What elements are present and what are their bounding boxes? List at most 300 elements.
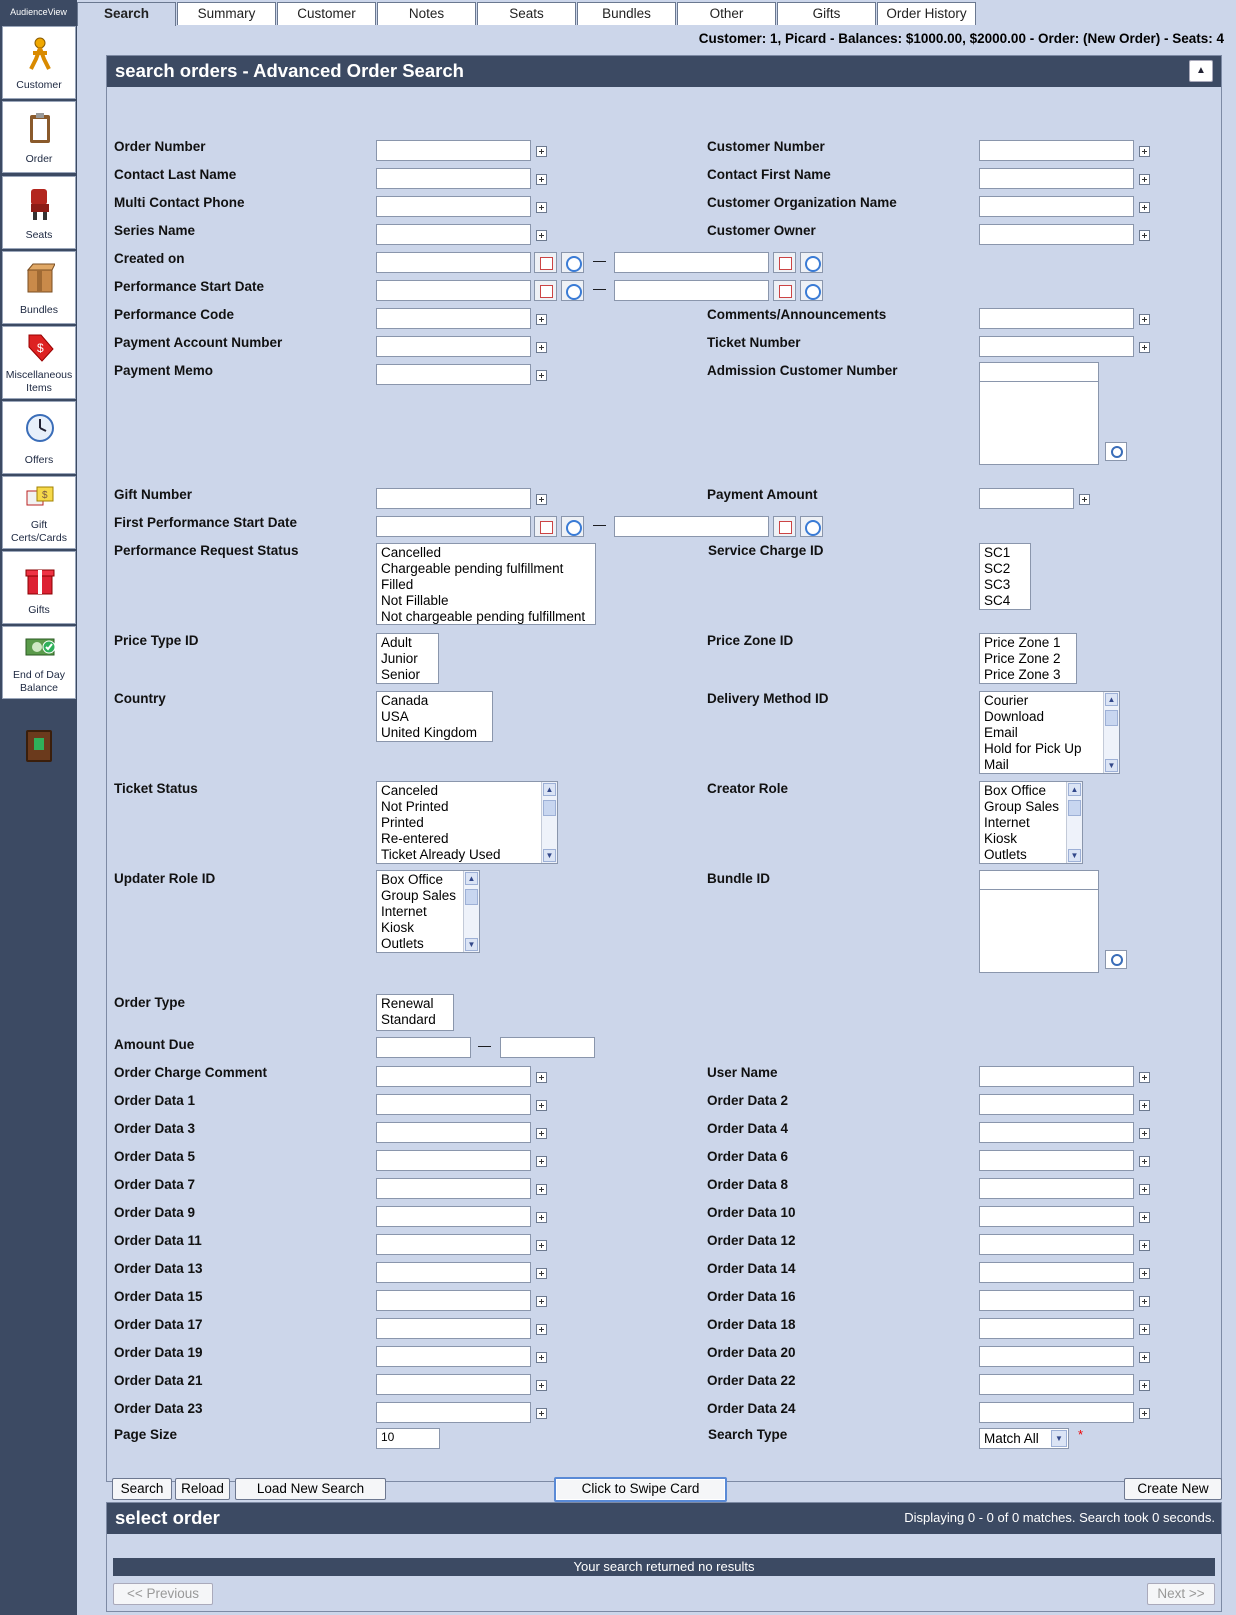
sidebar-item-gifts[interactable]	[2, 551, 76, 624]
order-data-13-input[interactable]	[376, 1262, 531, 1283]
tab-seats[interactable]: Seats	[477, 2, 576, 25]
scrollbar[interactable]	[1103, 692, 1119, 773]
scroll-up-icon[interactable]: ▲	[543, 783, 556, 796]
clock-icon[interactable]	[561, 252, 584, 273]
performance-code-input[interactable]	[376, 308, 531, 329]
list-item[interactable]: Standard	[381, 1012, 436, 1027]
chevron-down-icon[interactable]: ▼	[1051, 1430, 1067, 1447]
order-data-22-input[interactable]	[979, 1374, 1134, 1395]
list-item[interactable]: Mail	[984, 757, 1009, 772]
clock-icon[interactable]	[561, 516, 584, 537]
order-charge-comment-expand-icon[interactable]	[536, 1072, 547, 1083]
tab-bundles[interactable]: Bundles	[577, 2, 676, 25]
order-data-11-input[interactable]	[376, 1234, 531, 1255]
order-data-19-expand-icon[interactable]	[536, 1352, 547, 1363]
list-item[interactable]: Internet	[984, 815, 1030, 830]
search-type-value: Match All	[984, 1431, 1039, 1446]
page-size-input[interactable]: 10	[376, 1428, 440, 1449]
contact-last-name-input[interactable]	[376, 168, 531, 189]
search-panel-header	[107, 56, 1221, 87]
order-data-22-expand-icon[interactable]	[1139, 1380, 1150, 1391]
series-name-label: Series Name	[114, 223, 196, 238]
order-data-12-input[interactable]	[979, 1234, 1134, 1255]
order-data-5-label: Order Data 5	[114, 1149, 196, 1164]
order-data-9-input[interactable]	[376, 1206, 531, 1227]
scrollbar[interactable]	[1066, 782, 1082, 863]
range-dash: —	[593, 281, 606, 296]
order-data-1-input[interactable]	[376, 1094, 531, 1115]
order-data-7-input[interactable]	[376, 1178, 531, 1199]
tab-search[interactable]: Search	[77, 2, 176, 26]
list-item[interactable]: Kiosk	[984, 831, 1018, 846]
list-item[interactable]: United Kingdom	[381, 725, 478, 740]
calendar-icon[interactable]	[534, 280, 557, 301]
sidebar-item-gift-certs-cards[interactable]	[2, 476, 76, 549]
order-data-21-input[interactable]	[376, 1374, 531, 1395]
scroll-up-icon[interactable]: ▲	[465, 872, 478, 885]
order-data-11-expand-icon[interactable]	[536, 1240, 547, 1251]
order-data-18-label: Order Data 18	[707, 1317, 796, 1332]
gift-number-expand-icon[interactable]	[536, 494, 547, 505]
order-data-6-label: Order Data 6	[707, 1149, 789, 1164]
order-type-list[interactable]	[376, 994, 454, 1031]
list-item[interactable]: SC4	[984, 593, 1011, 608]
multi-contact-phone-input[interactable]	[376, 196, 531, 217]
delivery-method-id-list[interactable]	[979, 691, 1120, 774]
order-data-16-label: Order Data 16	[707, 1289, 796, 1304]
order-data-8-label: Order Data 8	[707, 1177, 789, 1192]
order-data-15-expand-icon[interactable]	[536, 1296, 547, 1307]
tab-summary[interactable]: Summary	[177, 2, 276, 25]
comments-announcements-expand-icon[interactable]	[1139, 314, 1150, 325]
gift-number-input[interactable]	[376, 488, 531, 509]
scrollbar[interactable]	[541, 782, 557, 863]
order-data-2-input[interactable]	[979, 1094, 1134, 1115]
scroll-thumb[interactable]	[543, 800, 556, 816]
bundle-id-list[interactable]	[979, 889, 1099, 973]
list-item[interactable]: Outlets	[984, 847, 1027, 862]
search-button[interactable]: Search	[112, 1478, 172, 1500]
seat-icon	[25, 187, 55, 221]
order-data-22-label: Order Data 22	[707, 1373, 796, 1388]
user-name-expand-icon[interactable]	[1139, 1072, 1150, 1083]
collapse-icon[interactable]: ▲	[1189, 60, 1213, 82]
box-icon	[25, 262, 55, 296]
panel-title: search orders - Advanced Order Search	[115, 60, 464, 81]
sidebar-item-label: Customer	[16, 79, 62, 91]
calendar-icon[interactable]	[534, 516, 557, 537]
order-data-7-expand-icon[interactable]	[536, 1184, 547, 1195]
contact-first-name-input[interactable]	[979, 168, 1134, 189]
order-data-24-input[interactable]	[979, 1402, 1134, 1423]
first-performance-start-date-to-input[interactable]	[614, 516, 769, 537]
clock-icon[interactable]	[800, 252, 823, 273]
order-data-13-label: Order Data 13	[114, 1261, 203, 1276]
order-data-14-expand-icon[interactable]	[1139, 1268, 1150, 1279]
scroll-down-icon[interactable]: ▼	[465, 938, 478, 951]
scroll-down-icon[interactable]: ▼	[1068, 849, 1081, 862]
comments-announcements-label: Comments/Announcements	[707, 307, 887, 322]
scroll-thumb[interactable]	[1105, 710, 1118, 726]
created-on-from-input[interactable]	[376, 252, 531, 273]
sidebar-item-miscellaneous-items[interactable]	[2, 326, 76, 399]
order-data-23-label: Order Data 23	[114, 1401, 203, 1416]
ticket-status-label: Ticket Status	[114, 781, 198, 796]
customer-organization-name-expand-icon[interactable]	[1139, 202, 1150, 213]
updater-role-id-label: Updater Role ID	[114, 871, 216, 886]
sidebar-item-label: Miscellaneous Items	[5, 369, 73, 394]
reload-button[interactable]: Reload	[175, 1478, 230, 1500]
sidebar-item-label: Gift Certs/Cards	[10, 519, 67, 544]
calendar-icon[interactable]	[773, 252, 796, 273]
order-data-2-expand-icon[interactable]	[1139, 1100, 1150, 1111]
order-data-8-input[interactable]	[979, 1178, 1134, 1199]
select-order-header	[107, 1503, 1221, 1534]
list-item[interactable]: Group Sales	[381, 888, 457, 903]
list-item[interactable]: Download	[984, 709, 1045, 724]
scroll-down-icon[interactable]: ▼	[543, 849, 556, 862]
load-new-search-button[interactable]: Load New Search	[235, 1478, 386, 1500]
order-data-14-label: Order Data 14	[707, 1261, 796, 1276]
no-results-bar: Your search returned no results	[113, 1558, 1215, 1576]
sidebar-item-label: Order	[25, 153, 53, 165]
order-type-label: Order Type	[114, 995, 186, 1010]
order-data-14-input[interactable]	[979, 1262, 1134, 1283]
scroll-up-icon[interactable]: ▲	[1068, 783, 1081, 796]
list-item[interactable]: Box Office	[984, 783, 1047, 798]
svg-text:$: $	[42, 490, 48, 501]
list-item[interactable]: Printed	[381, 815, 424, 830]
list-item[interactable]: Box Office	[381, 872, 444, 887]
list-item[interactable]: Canceled	[381, 783, 439, 798]
order-data-17-label: Order Data 17	[114, 1317, 203, 1332]
order-data-4-input[interactable]	[979, 1122, 1134, 1143]
brand-logo: AudienceView	[10, 7, 67, 17]
scroll-up-icon[interactable]: ▲	[1105, 693, 1118, 706]
order-number-expand-icon[interactable]	[536, 146, 547, 157]
ticket-number-expand-icon[interactable]	[1139, 342, 1150, 353]
bundle-id-label: Bundle ID	[707, 871, 770, 886]
calendar-icon[interactable]	[773, 280, 796, 301]
order-data-24-expand-icon[interactable]	[1139, 1408, 1150, 1419]
order-data-21-expand-icon[interactable]	[536, 1380, 547, 1391]
order-data-2-label: Order Data 2	[707, 1093, 789, 1108]
list-item[interactable]: Outlets	[381, 936, 424, 951]
first-performance-start-date-label: First Performance Start Date	[114, 515, 298, 530]
list-item[interactable]: Email	[984, 725, 1018, 740]
create-new-button[interactable]: Create New	[1124, 1478, 1222, 1500]
customer-owner-input[interactable]	[979, 224, 1134, 245]
order-data-18-input[interactable]	[979, 1318, 1134, 1339]
order-number-label: Order Number	[114, 139, 206, 154]
customer-owner-label: Customer Owner	[707, 223, 816, 238]
admission-customer-number-input[interactable]	[979, 362, 1099, 382]
sidebar-item-customer[interactable]	[2, 26, 76, 99]
sidebar-item-offers[interactable]	[2, 401, 76, 474]
list-item[interactable]: Chargeable pending fulfillment	[381, 561, 564, 576]
order-data-23-input[interactable]	[376, 1402, 531, 1423]
service-charge-id-label: Service Charge ID	[708, 543, 824, 558]
price-zone-id-label: Price Zone ID	[707, 633, 794, 648]
page-size-label: Page Size	[114, 1427, 178, 1442]
list-item[interactable]: Price Zone 3	[984, 667, 1061, 682]
order-data-4-expand-icon[interactable]	[1139, 1128, 1150, 1139]
payment-amount-input[interactable]	[979, 488, 1074, 509]
tab-customer[interactable]: Customer	[277, 2, 376, 25]
ticket-number-input[interactable]	[979, 336, 1134, 357]
order-data-9-expand-icon[interactable]	[536, 1212, 547, 1223]
order-data-20-label: Order Data 20	[707, 1345, 796, 1360]
series-name-expand-icon[interactable]	[536, 230, 547, 241]
payment-account-number-expand-icon[interactable]	[536, 342, 547, 353]
scrollbar[interactable]	[463, 871, 479, 952]
payment-account-number-input[interactable]	[376, 336, 531, 357]
list-item[interactable]: Renewal	[381, 996, 434, 1011]
clipboard-icon	[25, 112, 55, 146]
list-item[interactable]: USA	[381, 709, 409, 724]
tab-notes[interactable]: Notes	[377, 2, 476, 25]
contact-last-name-label: Contact Last Name	[114, 167, 237, 182]
range-dash: —	[593, 517, 606, 532]
next-button[interactable]: Next >>	[1147, 1583, 1215, 1605]
customer-info: Customer: 1, Picard - Balances: $1000.00, $2000.00 - Order: (New Order) - Seats: 4	[698, 31, 1224, 46]
scroll-thumb[interactable]	[1068, 800, 1081, 816]
order-data-15-label: Order Data 15	[114, 1289, 203, 1304]
list-item[interactable]: Not Fillable	[381, 593, 449, 608]
gift-card-icon	[25, 481, 55, 515]
list-item[interactable]: Cancelled	[381, 545, 442, 560]
creator-role-label: Creator Role	[707, 781, 789, 796]
performance-request-status-label: Performance Request Status	[114, 543, 299, 558]
scroll-thumb[interactable]	[465, 889, 478, 905]
order-data-12-label: Order Data 12	[707, 1233, 796, 1248]
customer-number-label: Customer Number	[707, 139, 825, 154]
order-data-8-expand-icon[interactable]	[1139, 1184, 1150, 1195]
swipe-card-button[interactable]: Click to Swipe Card	[554, 1477, 727, 1502]
amount-due-label: Amount Due	[114, 1037, 195, 1052]
created-on-label: Created on	[114, 251, 185, 266]
exit-door-icon[interactable]	[26, 730, 52, 762]
sidebar-item-label: Gifts	[28, 604, 50, 616]
payment-amount-expand-icon[interactable]	[1079, 494, 1090, 505]
order-data-24-label: Order Data 24	[707, 1401, 796, 1416]
list-item[interactable]: Senior	[381, 667, 421, 682]
performance-code-expand-icon[interactable]	[536, 314, 547, 325]
order-data-20-input[interactable]	[979, 1346, 1134, 1367]
order-data-4-label: Order Data 4	[707, 1121, 789, 1136]
country-list[interactable]	[376, 691, 493, 742]
list-item[interactable]: Filled	[381, 577, 414, 592]
admission-customer-number-label: Admission Customer Number	[707, 363, 898, 378]
list-item[interactable]: Courier	[984, 693, 1029, 708]
order-data-6-input[interactable]	[979, 1150, 1134, 1171]
bundle-id-input[interactable]	[979, 870, 1099, 890]
order-data-19-input[interactable]	[376, 1346, 531, 1367]
list-item[interactable]: SC2	[984, 561, 1011, 576]
performance-request-status-list[interactable]	[376, 543, 596, 625]
calendar-icon[interactable]	[534, 252, 557, 273]
performance-start-date-label: Performance Start Date	[114, 279, 265, 294]
order-data-5-input[interactable]	[376, 1150, 531, 1171]
user-name-label: User Name	[707, 1065, 778, 1080]
list-item[interactable]: Canada	[381, 693, 429, 708]
order-data-5-expand-icon[interactable]	[536, 1156, 547, 1167]
customer-number-expand-icon[interactable]	[1139, 146, 1150, 157]
ticket-status-list[interactable]	[376, 781, 558, 864]
list-item[interactable]: SC3	[984, 577, 1011, 592]
tab-other[interactable]: Other	[677, 2, 776, 25]
payment-account-number-label: Payment Account Number	[114, 335, 283, 350]
performance-start-date-to-input[interactable]	[614, 280, 769, 301]
order-data-1-expand-icon[interactable]	[536, 1100, 547, 1111]
order-number-input[interactable]	[376, 140, 531, 161]
list-item[interactable]: Hold for Pick Up	[984, 741, 1082, 756]
price-tag-icon	[25, 331, 55, 365]
sidebar-item-bundles[interactable]	[2, 251, 76, 324]
customer-organization-name-input[interactable]	[979, 196, 1134, 217]
order-data-3-label: Order Data 3	[114, 1121, 196, 1136]
cash-icon	[23, 631, 57, 665]
customer-organization-name-label: Customer Organization Name	[707, 195, 897, 210]
sidebar-item-label: End of Day Balance	[13, 669, 65, 694]
price-type-id-list[interactable]	[376, 633, 439, 684]
tab-order-history[interactable]: Order History	[877, 2, 976, 25]
list-item[interactable]: Kiosk	[381, 920, 415, 935]
payment-memo-label: Payment Memo	[114, 363, 214, 378]
contact-first-name-label: Contact First Name	[707, 167, 831, 182]
payment-amount-label: Payment Amount	[707, 487, 818, 502]
list-item[interactable]: Not Printed	[381, 799, 449, 814]
multi-contact-phone-label: Multi Contact Phone	[114, 195, 245, 210]
user-name-input[interactable]	[979, 1066, 1134, 1087]
created-on-to-input[interactable]	[614, 252, 769, 273]
order-data-3-input[interactable]	[376, 1122, 531, 1143]
list-item[interactable]: Group Sales	[984, 799, 1060, 814]
order-data-1-label: Order Data 1	[114, 1093, 196, 1108]
previous-button[interactable]: << Previous	[113, 1583, 213, 1605]
amount-due-to-input[interactable]	[500, 1037, 595, 1058]
order-data-21-label: Order Data 21	[114, 1373, 203, 1388]
clock-icon[interactable]	[561, 280, 584, 301]
search-type-label: Search Type	[708, 1427, 788, 1442]
list-item[interactable]: Price Zone 1	[984, 635, 1061, 650]
required-mark: *	[1078, 1427, 1084, 1442]
performance-code-label: Performance Code	[114, 307, 235, 322]
contact-first-name-expand-icon[interactable]	[1139, 174, 1150, 185]
list-item[interactable]: Price Zone 2	[984, 651, 1061, 666]
list-item[interactable]: Internet	[381, 904, 427, 919]
list-item[interactable]: Junior	[381, 651, 418, 666]
country-label: Country	[114, 691, 166, 706]
order-data-3-expand-icon[interactable]	[536, 1128, 547, 1139]
gift-icon	[25, 562, 55, 596]
price-zone-id-list[interactable]	[979, 633, 1077, 684]
series-name-input[interactable]	[376, 224, 531, 245]
list-item[interactable]: Not chargeable pending fulfillment	[381, 609, 586, 624]
range-dash: —	[593, 253, 606, 268]
multi-contact-phone-expand-icon[interactable]	[536, 202, 547, 213]
customer-owner-expand-icon[interactable]	[1139, 230, 1150, 241]
order-data-16-input[interactable]	[979, 1290, 1134, 1311]
price-type-id-label: Price Type ID	[114, 633, 199, 648]
person-icon	[25, 37, 55, 71]
order-charge-comment-label: Order Charge Comment	[114, 1065, 268, 1080]
comments-announcements-input[interactable]	[979, 308, 1134, 329]
updater-role-id-list[interactable]	[376, 870, 480, 953]
range-dash: —	[478, 1038, 491, 1053]
order-data-12-expand-icon[interactable]	[1139, 1240, 1150, 1251]
select-order-panel	[106, 1502, 1222, 1612]
order-data-7-label: Order Data 7	[114, 1177, 196, 1192]
clock-icon[interactable]	[800, 516, 823, 537]
order-data-17-input[interactable]	[376, 1318, 531, 1339]
admission-customer-number-list[interactable]	[979, 381, 1099, 465]
sidebar-item-end-of-day-balance[interactable]	[2, 626, 76, 699]
order-data-19-label: Order Data 19	[114, 1345, 203, 1360]
sidebar-item-seats[interactable]	[2, 176, 76, 249]
payment-memo-input[interactable]	[376, 364, 531, 385]
search-icon[interactable]	[1105, 950, 1127, 969]
list-item[interactable]: Adult	[381, 635, 412, 650]
contact-last-name-expand-icon[interactable]	[536, 174, 547, 185]
creator-role-list[interactable]	[979, 781, 1083, 864]
first-performance-start-date-from-input[interactable]	[376, 516, 531, 537]
scroll-down-icon[interactable]: ▼	[1105, 759, 1118, 772]
amount-due-from-input[interactable]	[376, 1037, 471, 1058]
search-panel	[106, 55, 1222, 1496]
order-data-9-label: Order Data 9	[114, 1205, 196, 1220]
order-data-16-expand-icon[interactable]	[1139, 1296, 1150, 1307]
ticket-number-label: Ticket Number	[707, 335, 801, 350]
delivery-method-id-label: Delivery Method ID	[707, 691, 829, 706]
order-data-23-expand-icon[interactable]	[536, 1408, 547, 1419]
performance-start-date-from-input[interactable]	[376, 280, 531, 301]
service-charge-id-list[interactable]	[979, 543, 1031, 610]
order-data-20-expand-icon[interactable]	[1139, 1352, 1150, 1363]
list-item[interactable]: SC1	[984, 545, 1011, 560]
order-data-10-input[interactable]	[979, 1206, 1134, 1227]
customer-number-input[interactable]	[979, 140, 1134, 161]
order-data-6-expand-icon[interactable]	[1139, 1156, 1150, 1167]
order-data-13-expand-icon[interactable]	[536, 1268, 547, 1279]
sidebar-item-label: Offers	[24, 454, 54, 466]
order-data-18-expand-icon[interactable]	[1139, 1324, 1150, 1335]
svg-text:$: $	[37, 341, 44, 355]
search-type-select[interactable]	[979, 1428, 1069, 1449]
order-charge-comment-input[interactable]	[376, 1066, 531, 1087]
payment-memo-expand-icon[interactable]	[536, 370, 547, 381]
tab-bar	[77, 0, 1236, 25]
panel-title: select order	[115, 1507, 220, 1528]
tab-gifts[interactable]: Gifts	[777, 2, 876, 25]
order-data-10-label: Order Data 10	[707, 1205, 796, 1220]
sidebar	[0, 0, 77, 1615]
results-status: Displaying 0 - 0 of 0 matches. Search took 0 seconds.	[904, 1510, 1215, 1525]
search-icon[interactable]	[1105, 442, 1127, 461]
list-item[interactable]: Re-entered	[381, 831, 449, 846]
calendar-icon[interactable]	[773, 516, 796, 537]
sidebar-item-order[interactable]	[2, 101, 76, 173]
clock-icon[interactable]	[800, 280, 823, 301]
sidebar-item-label: Seats	[25, 229, 53, 241]
list-item[interactable]: Ticket Already Used	[381, 847, 501, 862]
gift-number-label: Gift Number	[114, 487, 193, 502]
clock-icon	[25, 412, 55, 446]
order-data-17-expand-icon[interactable]	[536, 1324, 547, 1335]
order-data-10-expand-icon[interactable]	[1139, 1212, 1150, 1223]
order-data-15-input[interactable]	[376, 1290, 531, 1311]
sidebar-item-label: Bundles	[20, 304, 58, 316]
